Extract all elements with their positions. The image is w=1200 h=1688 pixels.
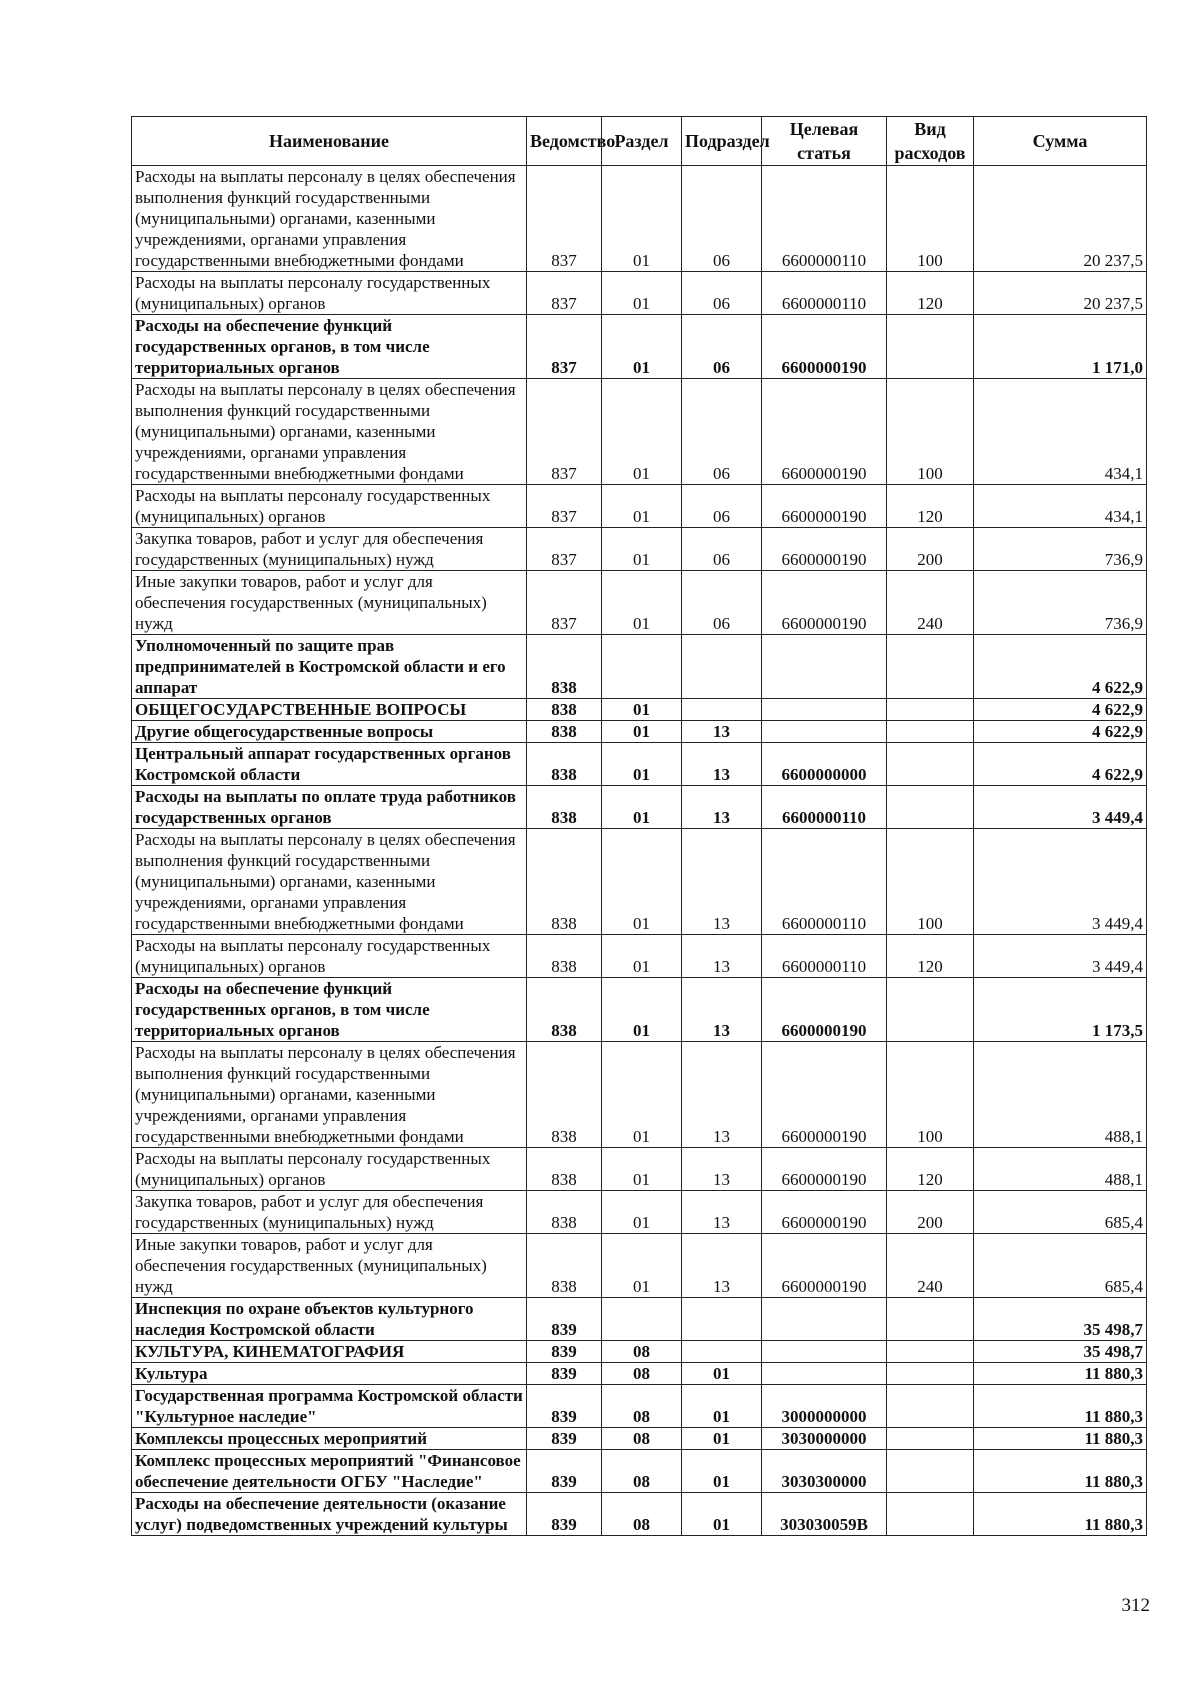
row-target: 6600000110 xyxy=(762,935,887,978)
row-sum: 11 880,3 xyxy=(974,1450,1147,1493)
row-dept: 838 xyxy=(527,1234,602,1298)
row-type xyxy=(887,721,974,743)
row-name: Культура xyxy=(132,1363,527,1385)
row-dept: 839 xyxy=(527,1428,602,1450)
table-row xyxy=(132,485,1147,528)
table-header-row xyxy=(132,117,1147,166)
row-sum: 736,9 xyxy=(974,528,1147,571)
row-section: 01 xyxy=(602,571,682,635)
table-row xyxy=(132,1493,1147,1536)
row-section: 01 xyxy=(602,935,682,978)
row-type: 100 xyxy=(887,829,974,935)
row-sum: 736,9 xyxy=(974,571,1147,635)
table-row xyxy=(132,1341,1147,1363)
row-name: Инспекция по охране объектов культурного наследия Костромской области xyxy=(132,1298,527,1341)
table-row xyxy=(132,1450,1147,1493)
row-sum: 685,4 xyxy=(974,1191,1147,1234)
row-dept: 839 xyxy=(527,1363,602,1385)
row-type xyxy=(887,1493,974,1536)
row-subsection: 13 xyxy=(682,829,762,935)
row-subsection: 06 xyxy=(682,571,762,635)
row-name: Иные закупки товаров, работ и услуг для обеспечения государственных (муниципальных) нужд xyxy=(132,571,527,635)
row-subsection xyxy=(682,635,762,699)
row-section: 01 xyxy=(602,166,682,272)
row-target xyxy=(762,1298,887,1341)
table-row xyxy=(132,699,1147,721)
row-name: Закупка товаров, работ и услуг для обеспечения государственных (муниципальных) нужд xyxy=(132,1191,527,1234)
row-target xyxy=(762,1341,887,1363)
row-name: Расходы на обеспечение деятельности (оказание услуг) подведомственных учреждений культуры xyxy=(132,1493,527,1536)
row-target: 6600000190 xyxy=(762,571,887,635)
row-sum: 434,1 xyxy=(974,379,1147,485)
row-dept: 839 xyxy=(527,1385,602,1428)
row-sum: 488,1 xyxy=(974,1042,1147,1148)
row-sum: 11 880,3 xyxy=(974,1385,1147,1428)
row-type xyxy=(887,1428,974,1450)
row-section: 01 xyxy=(602,1148,682,1191)
row-type: 240 xyxy=(887,571,974,635)
row-target xyxy=(762,1363,887,1385)
row-subsection: 01 xyxy=(682,1363,762,1385)
table-row xyxy=(132,1298,1147,1341)
row-section xyxy=(602,635,682,699)
row-dept: 837 xyxy=(527,315,602,379)
row-name: Закупка товаров, работ и услуг для обеспечения государственных (муниципальных) нужд xyxy=(132,528,527,571)
row-section: 01 xyxy=(602,272,682,315)
row-subsection: 13 xyxy=(682,786,762,829)
row-subsection xyxy=(682,1298,762,1341)
header-sum: Сумма xyxy=(974,117,1147,166)
row-subsection: 13 xyxy=(682,1148,762,1191)
row-type: 120 xyxy=(887,1148,974,1191)
page-number: 312 xyxy=(1121,1595,1150,1616)
row-section: 08 xyxy=(602,1493,682,1536)
table-row xyxy=(132,635,1147,699)
row-dept: 839 xyxy=(527,1341,602,1363)
row-section: 01 xyxy=(602,1191,682,1234)
row-dept: 838 xyxy=(527,786,602,829)
row-name: Комплексы процессных мероприятий xyxy=(132,1428,527,1450)
table-row xyxy=(132,743,1147,786)
row-target: 6600000190 xyxy=(762,315,887,379)
row-target xyxy=(762,721,887,743)
row-name: Государственная программа Костромской области "Культурное наследие" xyxy=(132,1385,527,1428)
row-dept: 838 xyxy=(527,978,602,1042)
row-subsection: 06 xyxy=(682,528,762,571)
row-dept: 838 xyxy=(527,743,602,786)
table-row xyxy=(132,1385,1147,1428)
row-sum: 488,1 xyxy=(974,1148,1147,1191)
header-subsection: Подраздел xyxy=(682,117,762,166)
row-dept: 837 xyxy=(527,379,602,485)
table-row xyxy=(132,571,1147,635)
row-type: 200 xyxy=(887,528,974,571)
row-section: 01 xyxy=(602,786,682,829)
row-name: Расходы на выплаты персоналу государственных (муниципальных) органов xyxy=(132,1148,527,1191)
row-dept: 837 xyxy=(527,166,602,272)
row-subsection: 01 xyxy=(682,1385,762,1428)
table-row xyxy=(132,1191,1147,1234)
row-dept: 838 xyxy=(527,635,602,699)
row-name: Расходы на выплаты персоналу государственных (муниципальных) органов xyxy=(132,272,527,315)
row-type: 100 xyxy=(887,379,974,485)
header-section: Раздел xyxy=(602,117,682,166)
row-dept: 839 xyxy=(527,1450,602,1493)
row-dept: 838 xyxy=(527,699,602,721)
row-section: 01 xyxy=(602,743,682,786)
row-target: 6600000000 xyxy=(762,743,887,786)
row-name: Расходы на выплаты персоналу в целях обеспечения выполнения функций государственными (муниципальными) органами, казенными учреждениями, органами управления государственными внебюджетными фондами xyxy=(132,379,527,485)
row-dept: 838 xyxy=(527,829,602,935)
row-subsection: 01 xyxy=(682,1450,762,1493)
row-subsection: 13 xyxy=(682,935,762,978)
row-type: 200 xyxy=(887,1191,974,1234)
row-section: 01 xyxy=(602,1042,682,1148)
row-target: 6600000190 xyxy=(762,1234,887,1298)
row-name: Расходы на обеспечение функций государственных органов, в том числе территориальных органов xyxy=(132,978,527,1042)
header-target: Целевая статья xyxy=(762,117,887,166)
row-name: Уполномоченный по защите прав предпринимателей в Костромской области и его аппарат xyxy=(132,635,527,699)
row-subsection: 13 xyxy=(682,1191,762,1234)
row-name: Расходы на выплаты по оплате труда работников государственных органов xyxy=(132,786,527,829)
row-target xyxy=(762,635,887,699)
row-target: 6600000190 xyxy=(762,1148,887,1191)
table-row xyxy=(132,315,1147,379)
row-name: КУЛЬТУРА, КИНЕМАТОГРАФИЯ xyxy=(132,1341,527,1363)
row-name: Расходы на выплаты персоналу в целях обеспечения выполнения функций государственными (муниципальными) органами, казенными учреждениями, органами управления государственными внебюджетными фондами xyxy=(132,829,527,935)
row-target: 6600000110 xyxy=(762,272,887,315)
row-target: 6600000190 xyxy=(762,1191,887,1234)
row-sum: 685,4 xyxy=(974,1234,1147,1298)
table-row xyxy=(132,1148,1147,1191)
row-sum: 4 622,9 xyxy=(974,635,1147,699)
row-sum: 4 622,9 xyxy=(974,699,1147,721)
row-target: 6600000190 xyxy=(762,485,887,528)
row-target: 3000000000 xyxy=(762,1385,887,1428)
row-type xyxy=(887,1385,974,1428)
row-type xyxy=(887,315,974,379)
row-target: 6600000190 xyxy=(762,528,887,571)
row-dept: 837 xyxy=(527,571,602,635)
budget-table xyxy=(131,116,1147,1536)
row-dept: 839 xyxy=(527,1298,602,1341)
table-row xyxy=(132,166,1147,272)
row-target: 6600000190 xyxy=(762,1042,887,1148)
row-sum: 1 171,0 xyxy=(974,315,1147,379)
row-type xyxy=(887,1341,974,1363)
table-row xyxy=(132,1428,1147,1450)
row-type xyxy=(887,1298,974,1341)
row-subsection: 13 xyxy=(682,978,762,1042)
row-sum: 11 880,3 xyxy=(974,1363,1147,1385)
row-dept: 838 xyxy=(527,1148,602,1191)
row-subsection: 06 xyxy=(682,485,762,528)
row-name: Расходы на выплаты персоналу в целях обеспечения выполнения функций государственными (муниципальными) органами, казенными учреждениями, органами управления государственными внебюджетными фондами xyxy=(132,1042,527,1148)
row-sum: 1 173,5 xyxy=(974,978,1147,1042)
row-name: ОБЩЕГОСУДАРСТВЕННЫЕ ВОПРОСЫ xyxy=(132,699,527,721)
row-dept: 838 xyxy=(527,721,602,743)
row-subsection: 01 xyxy=(682,1493,762,1536)
row-name: Расходы на выплаты персоналу государственных (муниципальных) органов xyxy=(132,485,527,528)
row-subsection: 06 xyxy=(682,315,762,379)
row-section: 08 xyxy=(602,1363,682,1385)
row-type xyxy=(887,699,974,721)
row-section: 08 xyxy=(602,1341,682,1363)
table-row xyxy=(132,829,1147,935)
row-section: 01 xyxy=(602,379,682,485)
row-target: 303030059В xyxy=(762,1493,887,1536)
row-name: Центральный аппарат государственных органов Костромской области xyxy=(132,743,527,786)
row-section: 08 xyxy=(602,1385,682,1428)
row-section xyxy=(602,1298,682,1341)
row-type xyxy=(887,743,974,786)
row-sum: 3 449,4 xyxy=(974,786,1147,829)
header-name: Наименование xyxy=(132,117,527,166)
row-dept: 838 xyxy=(527,935,602,978)
table-body xyxy=(132,166,1147,1536)
row-target: 6600000110 xyxy=(762,829,887,935)
row-name: Расходы на выплаты персоналу в целях обеспечения выполнения функций государственными (муниципальными) органами, казенными учреждениями, органами управления государственными внебюджетными фондами xyxy=(132,166,527,272)
row-type xyxy=(887,1363,974,1385)
row-sum: 4 622,9 xyxy=(974,743,1147,786)
header-dept: Ведомство xyxy=(527,117,602,166)
row-subsection: 13 xyxy=(682,721,762,743)
row-target: 6600000190 xyxy=(762,978,887,1042)
row-sum: 20 237,5 xyxy=(974,166,1147,272)
row-name: Комплекс процессных мероприятий "Финансовое обеспечение деятельности ОГБУ "Наследие" xyxy=(132,1450,527,1493)
row-section: 01 xyxy=(602,315,682,379)
row-section: 01 xyxy=(602,1234,682,1298)
row-sum: 20 237,5 xyxy=(974,272,1147,315)
row-type: 100 xyxy=(887,166,974,272)
row-target: 6600000110 xyxy=(762,166,887,272)
row-section: 01 xyxy=(602,485,682,528)
row-dept: 838 xyxy=(527,1191,602,1234)
row-type xyxy=(887,635,974,699)
row-subsection: 13 xyxy=(682,743,762,786)
row-subsection: 06 xyxy=(682,379,762,485)
row-target: 3030000000 xyxy=(762,1428,887,1450)
row-section: 08 xyxy=(602,1450,682,1493)
row-sum: 3 449,4 xyxy=(974,829,1147,935)
row-section: 08 xyxy=(602,1428,682,1450)
row-subsection: 06 xyxy=(682,272,762,315)
row-subsection: 06 xyxy=(682,166,762,272)
row-dept: 837 xyxy=(527,272,602,315)
row-sum: 434,1 xyxy=(974,485,1147,528)
row-subsection: 01 xyxy=(682,1428,762,1450)
table-row xyxy=(132,1363,1147,1385)
row-name: Иные закупки товаров, работ и услуг для обеспечения государственных (муниципальных) нужд xyxy=(132,1234,527,1298)
table-row xyxy=(132,978,1147,1042)
row-type xyxy=(887,786,974,829)
row-subsection xyxy=(682,1341,762,1363)
row-name: Другие общегосударственные вопросы xyxy=(132,721,527,743)
row-target: 6600000110 xyxy=(762,786,887,829)
row-type: 240 xyxy=(887,1234,974,1298)
row-section: 01 xyxy=(602,978,682,1042)
table-row xyxy=(132,272,1147,315)
table-row xyxy=(132,935,1147,978)
row-target: 3030300000 xyxy=(762,1450,887,1493)
table-row xyxy=(132,379,1147,485)
table-row xyxy=(132,528,1147,571)
row-dept: 838 xyxy=(527,1042,602,1148)
row-target: 6600000190 xyxy=(762,379,887,485)
table-row xyxy=(132,1234,1147,1298)
row-section: 01 xyxy=(602,829,682,935)
row-sum: 35 498,7 xyxy=(974,1298,1147,1341)
row-target xyxy=(762,699,887,721)
row-subsection xyxy=(682,699,762,721)
row-name: Расходы на выплаты персоналу государственных (муниципальных) органов xyxy=(132,935,527,978)
row-sum: 35 498,7 xyxy=(974,1341,1147,1363)
table-row xyxy=(132,1042,1147,1148)
row-sum: 11 880,3 xyxy=(974,1493,1147,1536)
row-sum: 3 449,4 xyxy=(974,935,1147,978)
row-dept: 837 xyxy=(527,528,602,571)
row-sum: 4 622,9 xyxy=(974,721,1147,743)
header-type: Вид расходов xyxy=(887,117,974,166)
row-name: Расходы на обеспечение функций государственных органов, в том числе территориальных органов xyxy=(132,315,527,379)
row-type: 120 xyxy=(887,485,974,528)
row-section: 01 xyxy=(602,721,682,743)
row-type: 100 xyxy=(887,1042,974,1148)
row-type: 120 xyxy=(887,935,974,978)
row-section: 01 xyxy=(602,699,682,721)
table-row xyxy=(132,786,1147,829)
row-subsection: 13 xyxy=(682,1234,762,1298)
row-sum: 11 880,3 xyxy=(974,1428,1147,1450)
row-section: 01 xyxy=(602,528,682,571)
row-type xyxy=(887,1450,974,1493)
row-dept: 839 xyxy=(527,1493,602,1536)
row-type: 120 xyxy=(887,272,974,315)
row-type xyxy=(887,978,974,1042)
table-row xyxy=(132,721,1147,743)
row-dept: 837 xyxy=(527,485,602,528)
row-subsection: 13 xyxy=(682,1042,762,1148)
